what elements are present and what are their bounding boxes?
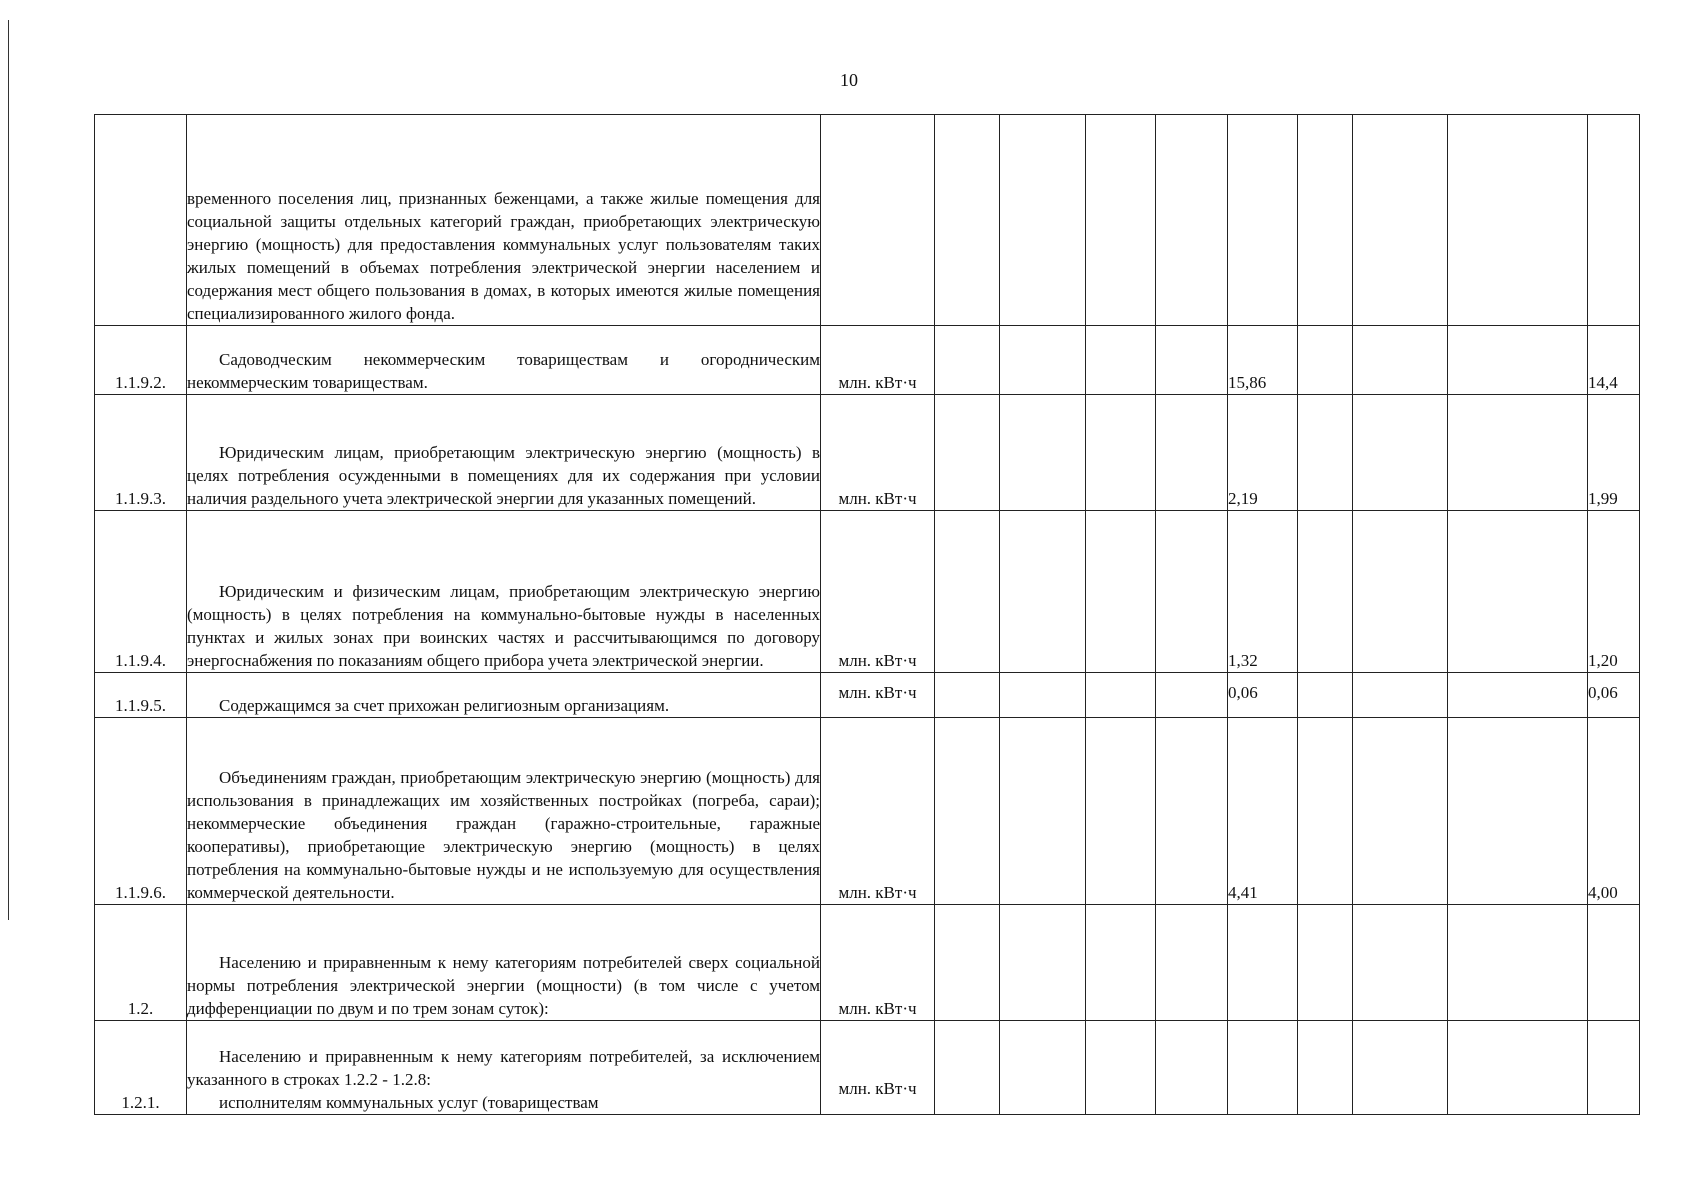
row-description: Юридическим и физическим лицам, приобретающим электрическую энергию (мощность) в целях потребления на коммунально-бытовые нужды в населенных пунктах и жилых зонах при воинских частях и рассчитывающимся по договору энергоснабжения по показаниям общего прибора учета электрической энергии. (187, 511, 821, 673)
row-description: Населению и приравненным к нему категориям потребителей, за исключением указанного в строках 1.2.2 - 1.2.8: исполнителям коммунальных услуг (товариществам (187, 1021, 821, 1115)
row-number: 1.2.1. (95, 1021, 187, 1115)
table-row (95, 395, 1640, 511)
value-a: 0,06 (1228, 673, 1298, 718)
row-description: Населению и приравненным к нему категориям потребителей сверх социальной нормы потребления электрической энергии (мощности) (в том числе с учетом дифференциации по двум и по трем зонам суток): (187, 905, 821, 1021)
row-description: временного поселения лиц, признанных беженцами, а также жилые помещения для социальной защиты отдельных категорий граждан, приобретающих электрическую энергию (мощность) для предоставления коммунальных услуг пользователям таких жилых помещений в объемах потребления электрической энергии населением и содержания мест общего пользования в домах, в которых имеются жилые помещения специализированного жилого фонда. (187, 115, 821, 326)
row-number: 1.1.9.3. (95, 395, 187, 511)
table-row (95, 673, 1640, 718)
row-description: Юридическим лицам, приобретающим электрическую энергию (мощность) в целях потребления осужденными в помещениях для их содержания при условии наличия раздельного учета электрической энергии для указанных помещений. (187, 395, 821, 511)
value-b (1588, 115, 1640, 326)
table-row (95, 511, 1640, 673)
row-unit (821, 115, 935, 326)
row-unit: млн. кВт·ч (821, 905, 935, 1021)
row-unit: млн. кВт·ч (821, 511, 935, 673)
row-unit: млн. кВт·ч (821, 326, 935, 395)
margin-line (8, 20, 9, 920)
row-number: 1.1.9.6. (95, 718, 187, 905)
value-b: 1,20 (1588, 511, 1640, 673)
row-number: 1.1.9.2. (95, 326, 187, 395)
tariff-table (94, 114, 1640, 1115)
value-a (1228, 115, 1298, 326)
row-number: 1.2. (95, 905, 187, 1021)
value-b (1588, 1021, 1640, 1115)
row-description: Садоводческим некоммерческим товариществам и огородническим некоммерческим товариществам. (187, 326, 821, 395)
row-unit: млн. кВт·ч (821, 718, 935, 905)
value-a: 1,32 (1228, 511, 1298, 673)
row-unit: млн. кВт·ч (821, 395, 935, 511)
value-b: 4,00 (1588, 718, 1640, 905)
row-number: 1.1.9.5. (95, 673, 187, 718)
table-row (95, 115, 1640, 326)
value-b: 1,99 (1588, 395, 1640, 511)
value-b: 0,06 (1588, 673, 1640, 718)
row-unit: млн. кВт·ч (821, 673, 935, 718)
table-row (95, 905, 1640, 1021)
value-b (1588, 905, 1640, 1021)
table-row (95, 326, 1640, 395)
row-number (95, 115, 187, 326)
row-description: Объединениям граждан, приобретающим электрическую энергию (мощность) для использования в принадлежащих им хозяйственных постройках (погреба, сараи); некоммерческие объединения граждан (гаражно-строительные, гаражные кооперативы), приобретающие электрическую энергию (мощность) в целях потребления на коммунально-бытовые нужды и не используемую для осуществления коммерческой деятельности. (187, 718, 821, 905)
table-row (95, 1021, 1640, 1115)
row-description: Содержащимся за счет прихожан религиозным организациям. (187, 673, 821, 718)
row-number: 1.1.9.4. (95, 511, 187, 673)
value-a: 2,19 (1228, 395, 1298, 511)
value-a: 4,41 (1228, 718, 1298, 905)
value-a: 15,86 (1228, 326, 1298, 395)
row-unit: млн. кВт·ч (821, 1021, 935, 1115)
value-b: 14,4 (1588, 326, 1640, 395)
value-a (1228, 1021, 1298, 1115)
value-a (1228, 905, 1298, 1021)
page-number: 10 (840, 70, 858, 90)
table-row (95, 718, 1640, 905)
